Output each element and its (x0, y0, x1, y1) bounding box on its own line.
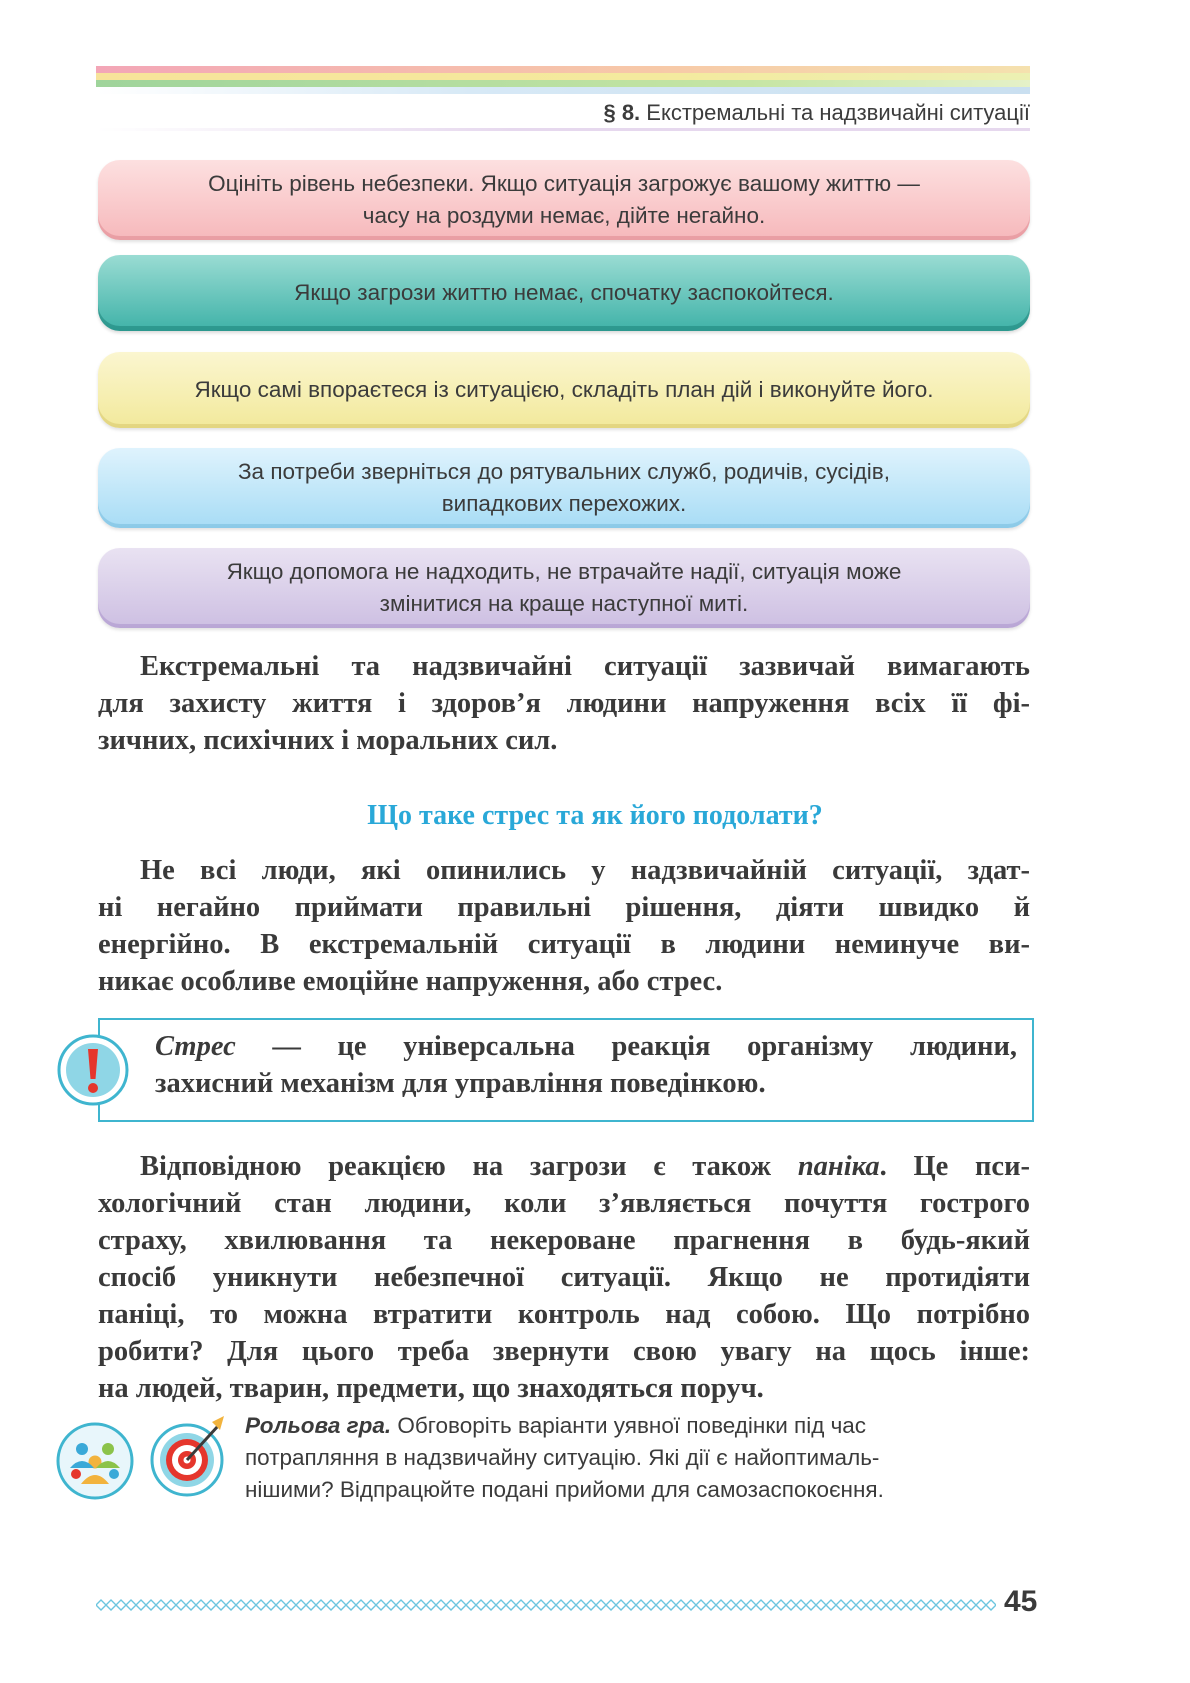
target-icon (150, 1412, 232, 1500)
text-line: ні негайно приймати правильні рішення, діяти швидко й (98, 892, 1030, 923)
step-pill-3 (98, 352, 1030, 428)
group-work-icon (56, 1422, 134, 1500)
text-line: робити? Для цього треба звернути свою увагу на щось інше: (98, 1336, 1030, 1367)
step-pill-4 (98, 448, 1030, 528)
text-line: страху, хвилювання та некероване прагнення в будь-який (98, 1225, 1030, 1256)
text-line: енергійно. В екстремальній ситуації в людини неминуче ви- (98, 929, 1030, 960)
text-line: Не всі люди, які опинились у надзвичайній ситуації, здат- (140, 855, 1030, 886)
header-rule (96, 128, 1030, 131)
exclamation-icon (56, 1033, 130, 1107)
step-pill-1 (98, 160, 1030, 240)
subheading: Що таке стрес та як його подолати? (367, 800, 823, 831)
role-play-label: Рольова гра. (245, 1413, 392, 1438)
text-line: потрапляння в надзвичайну ситуацію. Які дії є найоптималь- (245, 1445, 880, 1470)
section-number: § 8. (603, 100, 641, 125)
text-line: никає особливе емоційне напруження, або стрес. (98, 966, 723, 997)
term-panic: паніка (797, 1151, 880, 1182)
text-line: спосіб уникнути небезпечної ситуації. Якщо не протидіяти (98, 1262, 1030, 1293)
paragraph-2 (98, 852, 1030, 1000)
footer-ornament (96, 1598, 996, 1612)
text-line: паніці, то можна втратити контроль над собою. Що потрібно (98, 1299, 1030, 1330)
paragraph-1 (98, 648, 1030, 759)
step-text: Якщо допомога не надходить, не втрачайте надії, ситуація може змінитися на краще наступної миті. (226, 559, 902, 616)
text-line: на людей, тварин, предмети, що знаходяться поруч. (98, 1373, 764, 1404)
step-pill-5 (98, 548, 1030, 628)
text-segment: Відповідною реакцією на загрози є також (140, 1151, 798, 1182)
text-segment: . Це пси- (879, 1151, 1030, 1182)
paragraph-3 (98, 1148, 1030, 1407)
step-text: Оцініть рівень небезпеки. Якщо ситуація загрожує вашому життю — часу на роздуми немає, дійте негайно. (208, 171, 920, 228)
section-title: Екстремальні та надзвичайні ситуації (646, 100, 1030, 125)
step-text: Якщо загрози життю немає, спочатку заспокойтеся. (294, 280, 834, 305)
step-pill-2 (98, 255, 1030, 331)
header-rainbow-stripes (96, 66, 1030, 100)
definition-line-2: захисний механізм для управління поведінкою. (155, 1068, 766, 1099)
step-text: За потреби зверніться до рятувальних служб, родичів, сусідів, випадкових перехожих. (237, 459, 891, 516)
step-text: Якщо самі впораєтеся із ситуацією, складіть план дій і виконуйте його. (194, 377, 934, 402)
text-line: для захисту життя і здоров’я людини напруження всіх її фі- (98, 688, 1030, 719)
text-line: хологічний стан людини, коли з’являється почуття гострого (98, 1188, 1030, 1219)
page-number: 45 (1004, 1585, 1038, 1618)
text-line: Екстремальні та надзвичайні ситуації зазвичай вимагають (140, 651, 1030, 682)
section-header (603, 100, 1030, 126)
definition-line-1: — це універсальна реакція організму людини, (235, 1031, 1017, 1062)
text-segment: Обговоріть варіанти уявної поведінки під час (391, 1413, 867, 1438)
text-line: зичних, психічних і моральних сил. (98, 725, 558, 756)
role-play-task (245, 1410, 1030, 1506)
definition-term: Стрес (155, 1031, 236, 1062)
definition-text (155, 1028, 1017, 1102)
text-line: нішими? Відпрацюйте подані прийоми для самозаспокоєння. (245, 1477, 884, 1502)
